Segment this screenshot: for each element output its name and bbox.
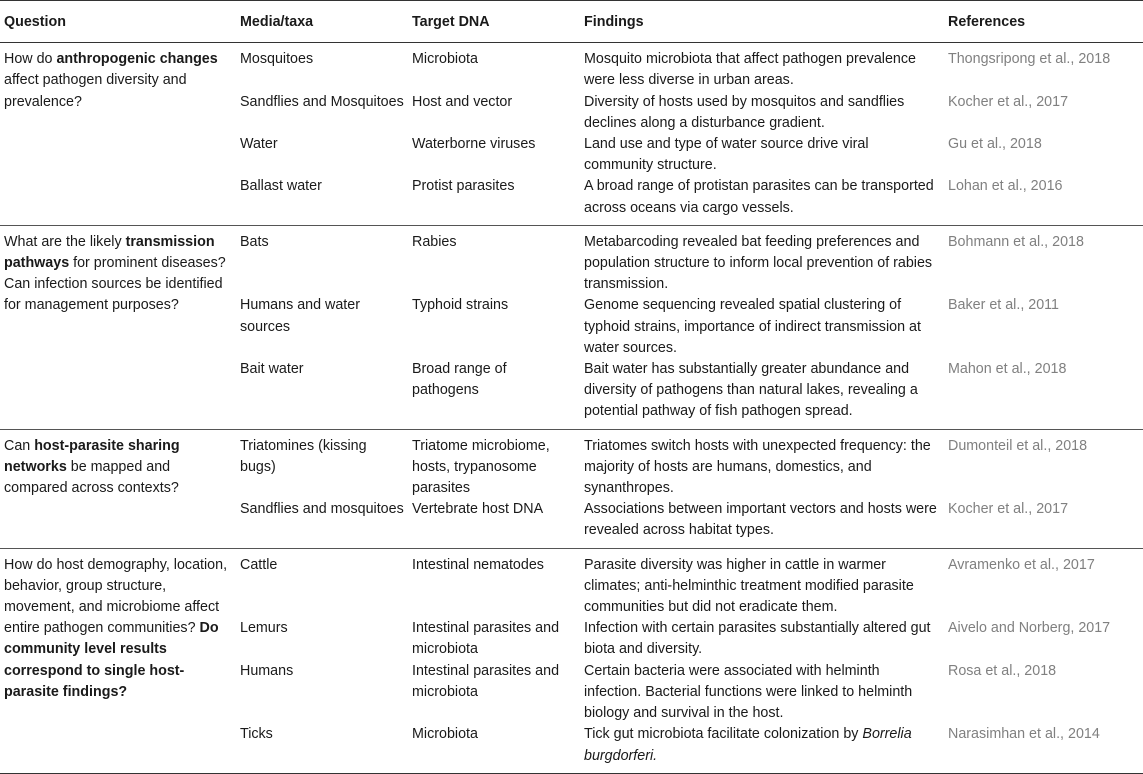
reference-cell: Kocher et al., 2017 — [944, 499, 1143, 548]
table-row — [0, 43, 1143, 92]
media-cell: Mosquitoes — [240, 51, 314, 68]
findings-cell: Diversity of hosts used by mosquitos and sandflies declines along a disturbance gradient. — [584, 93, 905, 131]
target-cell: Intestinal parasites and microbiota — [412, 620, 560, 658]
media-cell: Sandflies and Mosquitoes — [240, 93, 404, 110]
findings-cell: Infection with certain parasites substantially altered gut biota and diversity. — [584, 620, 931, 658]
findings-cell: Metabarcoding revealed bat feeding preferences and population structure to inform local prevention of rabies transmission. — [584, 233, 933, 293]
target-cell: Intestinal parasites and microbiota — [412, 662, 560, 700]
species-name: Borrelia burgdorferi. — [584, 726, 912, 764]
target-cell: Host and vector — [412, 93, 513, 110]
reference-cell: Aivelo and Norberg, 2017 — [948, 620, 1111, 637]
findings-cell: Associations between important vectors and hosts were revealed across habitat types. — [580, 499, 944, 548]
media-cell: Sandflies and mosquitoes — [236, 499, 408, 548]
media-cell: Ticks — [236, 724, 408, 773]
media-cell: Triatomines (kissing bugs) — [240, 437, 367, 475]
reference-cell: Thongsripong et al., 2018 — [948, 51, 1111, 68]
reference-cell: Kocher et al., 2017 — [948, 93, 1069, 110]
header-media: Media/taxa — [236, 1, 408, 43]
media-cell: Bait water — [236, 359, 408, 429]
findings-cell: Parasite diversity was higher in cattle in warmer climates; anti-helminthic treatment modified parasite communities but did not eradicate them. — [584, 556, 914, 616]
findings-cell: Mosquito microbiota that affect pathogen prevalence were less diverse in urban areas. — [584, 51, 916, 89]
header-row — [0, 1, 1143, 43]
reference-cell: Avramenko et al., 2017 — [948, 556, 1095, 573]
findings-cell: A broad range of protistan parasites can be transported across oceans via cargo vessels. — [580, 176, 944, 225]
question-cell: How do host demography, location, behavior, group structure, movement, and microbiome affect entire pathogen communities? Do community level results correspond to single host-parasite findings? — [0, 548, 236, 773]
table-row — [0, 548, 1143, 618]
media-cell: Ballast water — [236, 176, 408, 225]
reference-cell: Rosa et al., 2018 — [948, 662, 1057, 679]
target-cell: Intestinal nematodes — [412, 556, 544, 573]
header-question: Question — [0, 1, 236, 43]
target-cell: Vertebrate host DNA — [408, 499, 580, 548]
findings-cell: Bait water has substantially greater abundance and diversity of pathogens than natural lakes, revealing a potential pathway of fish pathogen spread. — [580, 359, 944, 429]
target-cell: Microbiota — [408, 724, 580, 773]
media-cell: Humans — [240, 662, 294, 679]
question-cell: How do anthropogenic changes affect pathogen diversity and prevalence? — [0, 43, 236, 226]
target-cell: Rabies — [412, 233, 457, 250]
findings-cell: Genome sequencing revealed spatial clustering of typhoid strains, importance of indirect transmission at water sources. — [584, 297, 921, 356]
header-target: Target DNA — [408, 1, 580, 43]
question-cell: Can host-parasite sharing networks be mapped and compared across contexts? — [0, 429, 236, 548]
media-cell: Humans and water sources — [240, 297, 360, 335]
target-cell: Protist parasites — [408, 176, 580, 225]
target-cell: Typhoid strains — [412, 297, 509, 314]
reference-cell: Dumonteil et al., 2018 — [948, 437, 1088, 454]
reference-cell: Bohmann et al., 2018 — [948, 233, 1084, 250]
reference-cell: Mahon et al., 2018 — [944, 359, 1143, 429]
findings-cell: Tick gut microbiota facilitate colonization by Borrelia burgdorferi. — [580, 724, 944, 773]
target-cell: Triatome microbiome, hosts, trypanosome parasites — [412, 437, 550, 497]
media-cell: Lemurs — [240, 620, 288, 637]
reference-cell: Gu et al., 2018 — [948, 136, 1042, 153]
table-row — [0, 429, 1143, 499]
media-cell: Cattle — [240, 556, 278, 573]
media-cell: Water — [240, 136, 278, 153]
question-cell: What are the likely transmission pathways for prominent diseases? Can infection sources be identified for management purposes? — [0, 225, 236, 429]
media-cell: Bats — [240, 233, 269, 250]
reference-cell: Narasimhan et al., 2014 — [944, 724, 1143, 773]
target-cell: Waterborne viruses — [412, 136, 536, 153]
reference-cell: Baker et al., 2011 — [948, 297, 1060, 314]
table-row — [0, 225, 1143, 295]
findings-cell: Land use and type of water source drive viral community structure. — [584, 136, 869, 174]
findings-cell: Certain bacteria were associated with helminth infection. Bacterial functions were linked to helminth biology and survival in the host. — [584, 662, 913, 722]
header-findings: Findings — [580, 1, 944, 43]
reference-cell: Lohan et al., 2016 — [944, 176, 1143, 225]
target-cell: Microbiota — [412, 51, 478, 68]
target-cell: Broad range of pathogens — [408, 359, 580, 429]
findings-cell: Triatomes switch hosts with unexpected frequency: the majority of hosts are humans, domestics, and synanthropes. — [584, 437, 931, 497]
header-references: References — [944, 1, 1143, 43]
